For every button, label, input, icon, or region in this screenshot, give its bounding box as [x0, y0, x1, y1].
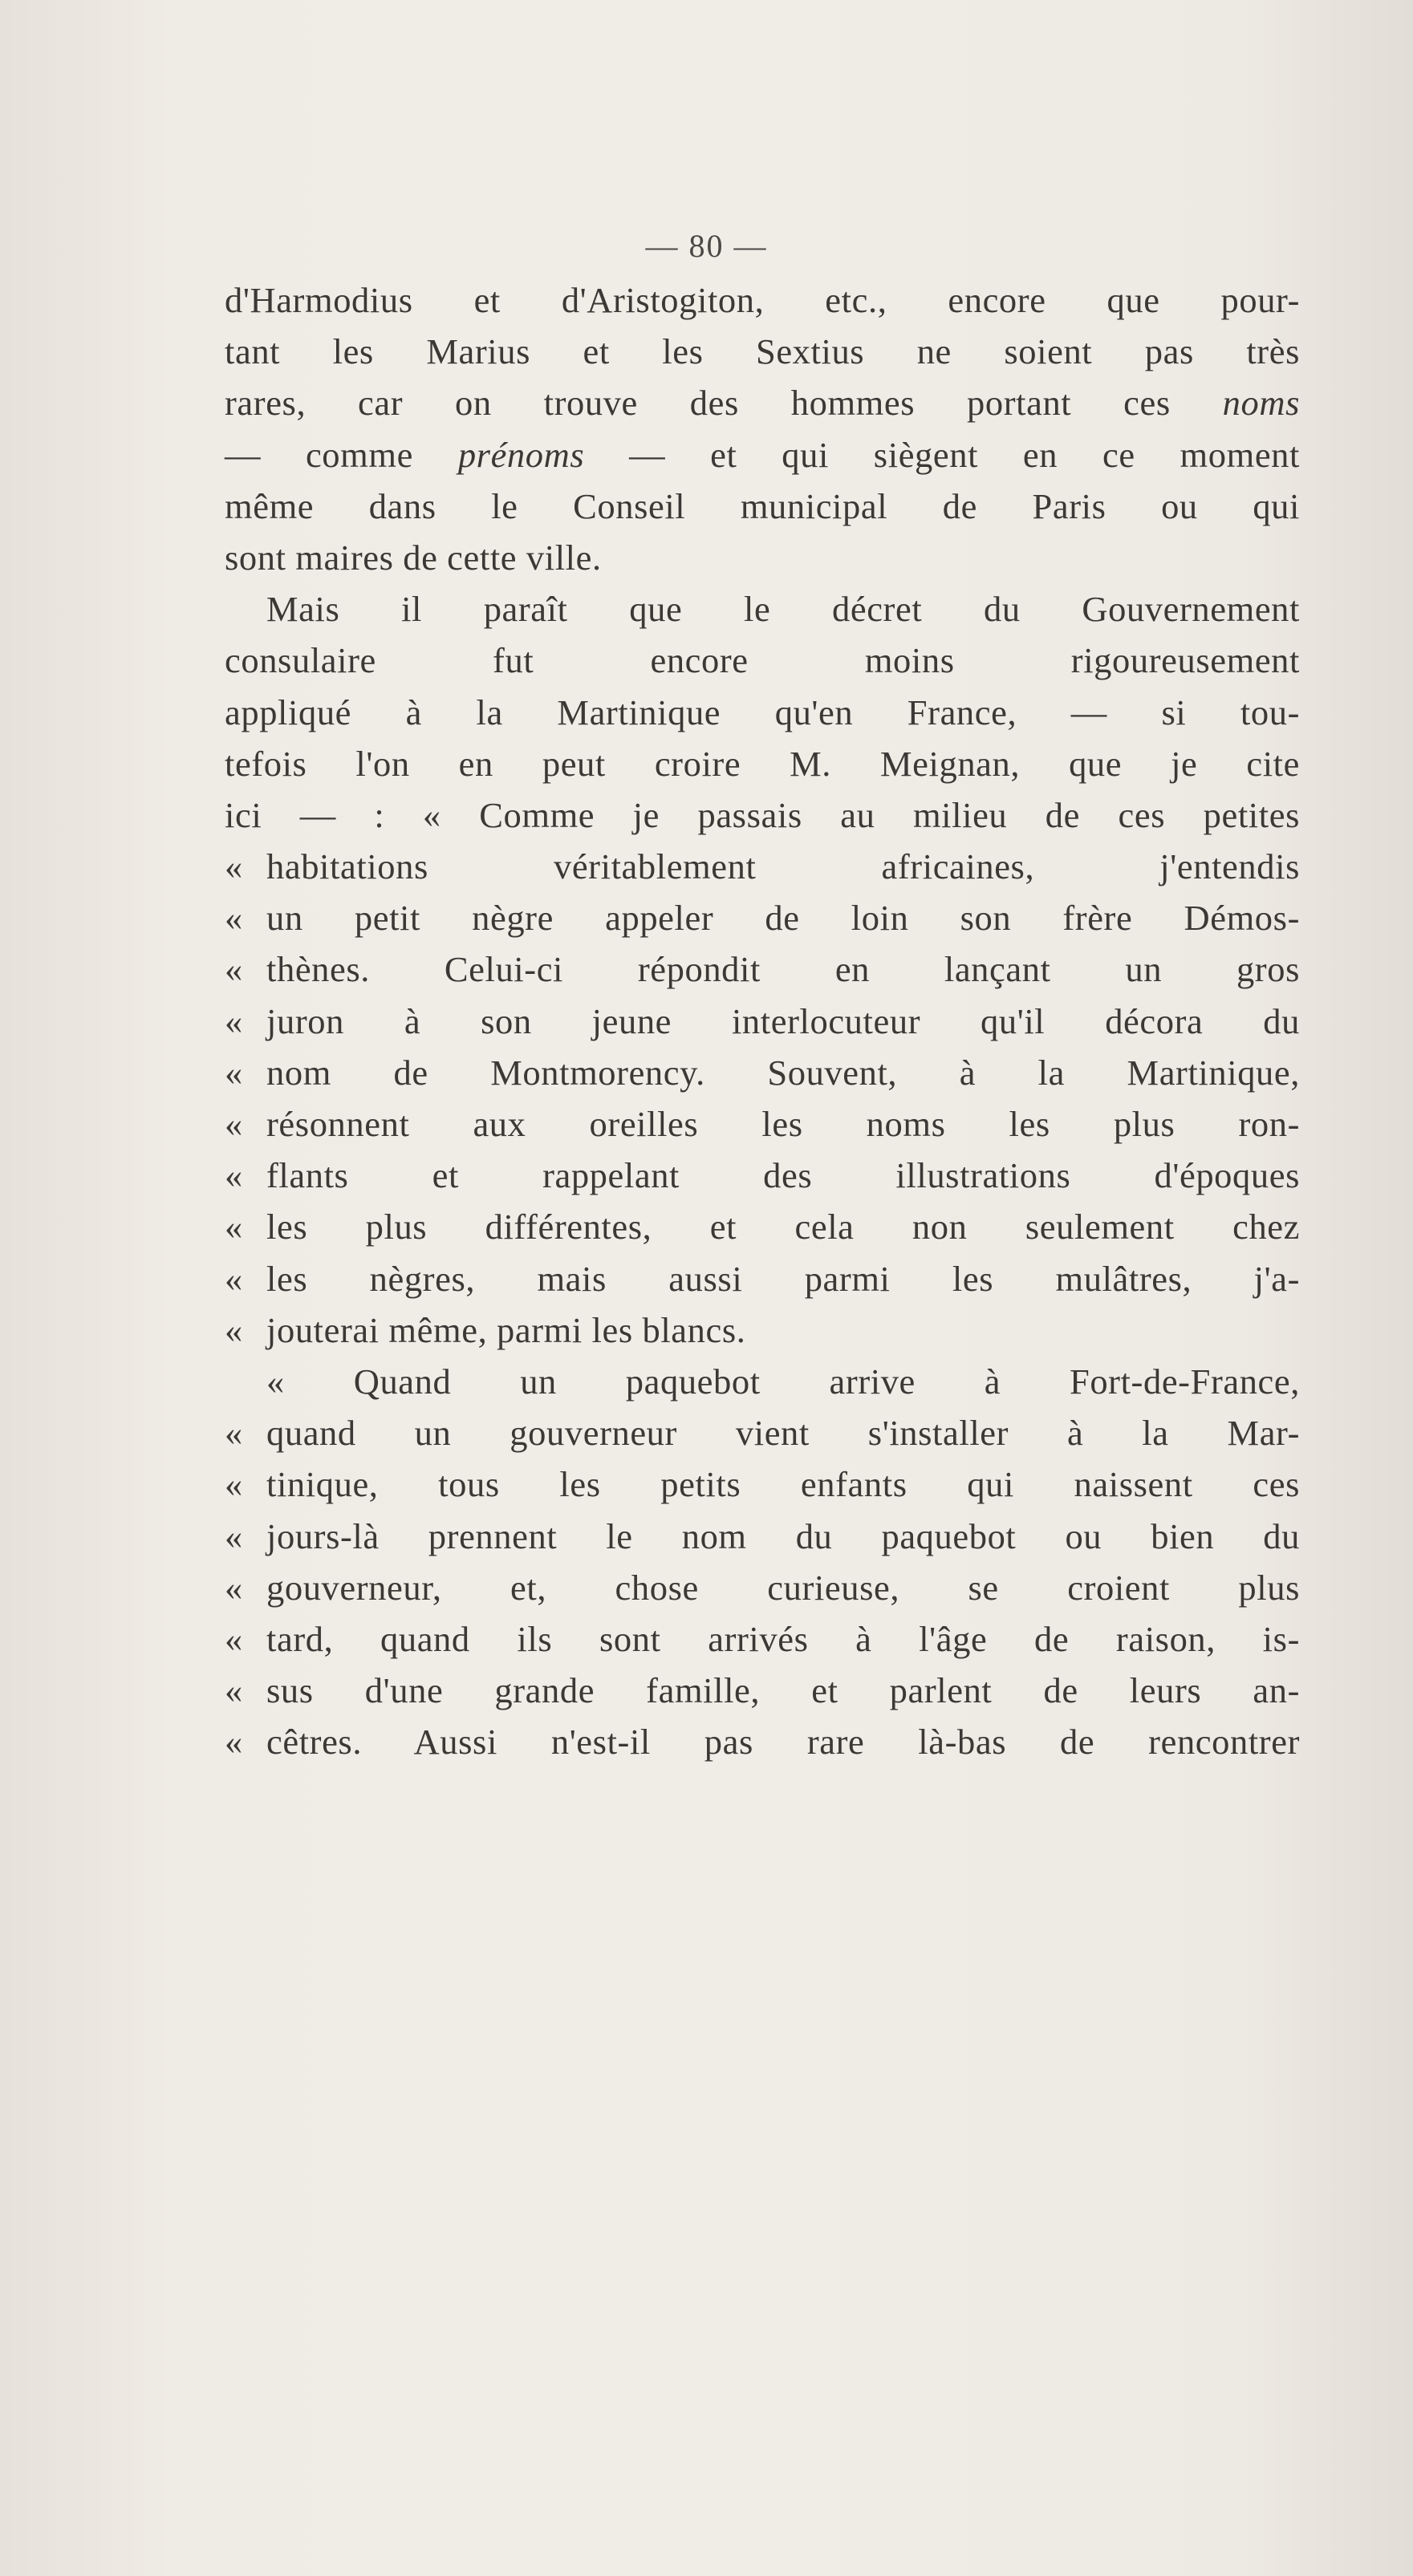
- body-text: [225, 274, 1300, 1767]
- line-text: cêtres. Aussi n'est-il pas rare là-bas de rencontrer: [266, 1722, 1300, 1763]
- line-text: quand un gouverneur vient s'installer à la Mar-: [266, 1413, 1300, 1454]
- line-text: tinique, tous les petits enfants qui naissent ces: [266, 1464, 1300, 1505]
- line-text: habitations véritablement africaines, j'entendis: [266, 846, 1300, 887]
- text-line: [225, 274, 1300, 326]
- line-text: les plus différentes, et cela non seulement chez: [266, 1207, 1300, 1247]
- quote-mark: «: [225, 1567, 243, 1608]
- quoted-line: [225, 892, 1300, 943]
- quote-mark: «: [225, 1052, 243, 1093]
- line-text: sont maires de cette ville.: [225, 537, 602, 578]
- line-text: — et qui siègent en ce moment: [629, 434, 1300, 475]
- quoted-line: [225, 1716, 1300, 1767]
- quote-mark: «: [225, 1309, 243, 1350]
- italic-word: noms: [1222, 383, 1300, 424]
- line-text: ici — : « Comme je passais au milieu de ces petites: [225, 794, 1300, 835]
- text-line: [225, 377, 1300, 428]
- quoted-line: [225, 996, 1300, 1047]
- line-text: consulaire fut encore moins rigoureusement: [225, 640, 1300, 681]
- line-text: thènes. Celui-ci répondit en lançant un gros: [266, 949, 1300, 990]
- quote-mark: «: [225, 1722, 243, 1763]
- quoted-line: [225, 1407, 1300, 1458]
- quote-mark: «: [225, 1464, 243, 1505]
- page-number: — 80 —: [645, 228, 768, 264]
- line-text: Mais il paraît que le décret du Gouvernement: [266, 589, 1300, 630]
- quote-mark: «: [225, 1515, 243, 1556]
- line-text: tant les Marius et les Sextius ne soient pas très: [225, 331, 1300, 372]
- line-text: résonnent aux oreilles les noms les plus ron-: [266, 1104, 1300, 1144]
- line-text: — comme: [225, 434, 413, 475]
- quote-mark: «: [225, 1670, 243, 1711]
- line-text: flants et rappelant des illustrations d'époques: [266, 1155, 1300, 1196]
- quote-mark: «: [225, 1618, 243, 1659]
- quote-mark: «: [225, 949, 243, 990]
- line-text: rares, car on trouve des hommes portant ces: [225, 383, 1171, 424]
- line-text: nom de Montmorency. Souvent, à la Martinique,: [266, 1052, 1300, 1093]
- line-text: appliqué à la Martinique qu'en France, — si tou-: [225, 692, 1300, 732]
- italic-word: prénoms: [457, 434, 585, 475]
- line-text: jours-là prennent le nom du paquebot ou bien du: [266, 1515, 1300, 1556]
- text-line: [225, 429, 1300, 481]
- text-line: [225, 326, 1300, 377]
- quoted-line: [225, 1150, 1300, 1201]
- line-text: « Quand un paquebot arrive à Fort-de-France,: [266, 1361, 1300, 1402]
- quoted-line: [225, 1253, 1300, 1304]
- quote-mark: «: [225, 846, 243, 887]
- quoted-line: [225, 943, 1300, 995]
- line-text: juron à son jeune interlocuteur qu'il décora du: [266, 1000, 1300, 1041]
- line-text: d'Harmodius et d'Aristogiton, etc., encore que pour-: [225, 280, 1300, 320]
- quote-mark: «: [225, 1258, 243, 1299]
- line-text: un petit nègre appeler de loin son frère Démos-: [266, 898, 1300, 939]
- text-line: [225, 687, 1300, 738]
- quote-mark: «: [225, 1207, 243, 1247]
- line-text: sus d'une grande famille, et parlent de leurs an-: [266, 1670, 1300, 1711]
- quote-mark: «: [225, 1413, 243, 1454]
- quoted-line: [225, 1562, 1300, 1613]
- quoted-line: [225, 1613, 1300, 1665]
- text-line: [225, 789, 1300, 841]
- text-line: [225, 738, 1300, 789]
- line-text: tard, quand ils sont arrivés à l'âge de raison, is-: [266, 1618, 1300, 1659]
- quoted-line: [225, 1201, 1300, 1252]
- quote-mark: «: [225, 1104, 243, 1144]
- quoted-line: [225, 1098, 1300, 1150]
- line-text: gouverneur, et, chose curieuse, se croient plus: [266, 1567, 1300, 1608]
- quoted-line: [225, 1458, 1300, 1510]
- quoted-line: [225, 1511, 1300, 1562]
- text-line: [225, 532, 1300, 583]
- line-text: même dans le Conseil municipal de Paris ou qui: [225, 485, 1300, 526]
- quoted-line: [225, 1304, 1300, 1356]
- text-line: [225, 481, 1300, 532]
- line-text: tefois l'on en peut croire M. Meignan, que je cite: [225, 743, 1300, 784]
- paragraph-first-line: [225, 583, 1300, 635]
- quoted-line: [225, 1665, 1300, 1716]
- quote-mark: «: [225, 898, 243, 939]
- line-text: les nègres, mais aussi parmi les mulâtres, j'a-: [266, 1258, 1300, 1299]
- quote-mark: «: [225, 1000, 243, 1041]
- text-line: [225, 635, 1300, 686]
- quoted-line: [225, 1047, 1300, 1098]
- paragraph-first-line: [225, 1356, 1300, 1407]
- quote-mark: «: [225, 1155, 243, 1196]
- line-text: jouterai même, parmi les blancs.: [266, 1309, 746, 1350]
- quoted-line: [225, 841, 1300, 892]
